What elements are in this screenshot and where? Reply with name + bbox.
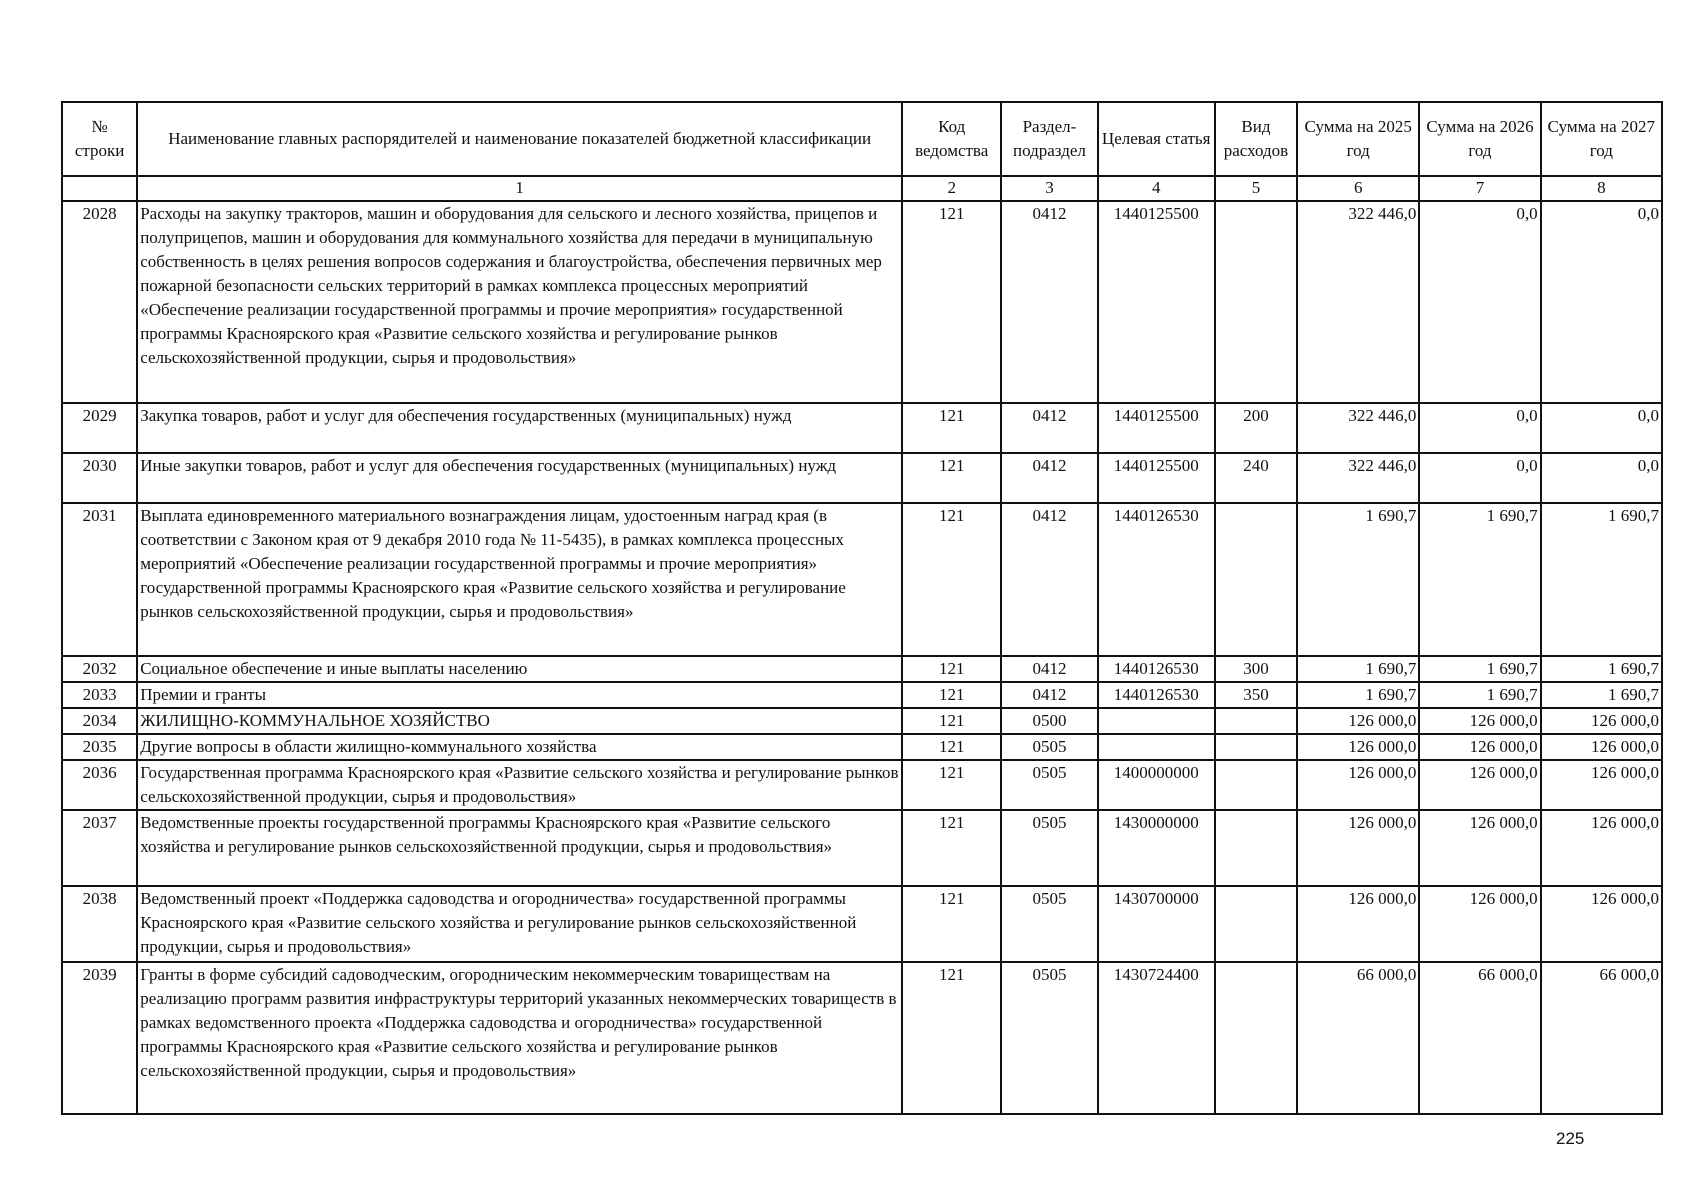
sum-2025: 126 000,0 bbox=[1297, 810, 1419, 886]
target-code: 1440125500 bbox=[1098, 403, 1215, 453]
dept-code: 121 bbox=[902, 962, 1001, 1114]
sum-2027: 126 000,0 bbox=[1541, 886, 1662, 962]
sum-2025: 126 000,0 bbox=[1297, 760, 1419, 810]
expense-type bbox=[1215, 886, 1297, 962]
dept-code: 121 bbox=[902, 734, 1001, 760]
table-row bbox=[62, 453, 1662, 503]
sum-2027: 126 000,0 bbox=[1541, 734, 1662, 760]
sum-2026: 0,0 bbox=[1419, 403, 1540, 453]
table-row bbox=[62, 886, 1662, 962]
target-code: 1440126530 bbox=[1098, 656, 1215, 682]
section-code: 0412 bbox=[1001, 453, 1097, 503]
sum-2025: 1 690,7 bbox=[1297, 682, 1419, 708]
sum-2027: 126 000,0 bbox=[1541, 810, 1662, 886]
header-section: Раздел-подраздел bbox=[1001, 102, 1097, 176]
row-name: Выплата единовременного материального вознаграждения лицам, удостоенным наград края (в соответствии с Законом края от 9 декабря 2010 года № 11-5435), в рамках комплекса процессных мероприятий «Обеспечение реализации государственной программы и прочие мероприятия» государственной программы Красноярского края «Развитие сельского хозяйства и регулирование рынков сельскохозяйственной продукции, сырья и продовольствия» bbox=[137, 503, 902, 656]
section-code: 0412 bbox=[1001, 656, 1097, 682]
dept-code: 121 bbox=[902, 760, 1001, 810]
sum-2025: 1 690,7 bbox=[1297, 656, 1419, 682]
table-row bbox=[62, 734, 1662, 760]
header-sum-2025: Сумма на 2025 год bbox=[1297, 102, 1419, 176]
header-target: Целевая статья bbox=[1098, 102, 1215, 176]
row-number: 2033 bbox=[62, 682, 137, 708]
table-row bbox=[62, 962, 1662, 1114]
row-name: Ведомственные проекты государственной программы Красноярского края «Развитие сельского хозяйства и регулирование рынков сельскохозяйственной продукции, сырья и продовольствия» bbox=[137, 810, 902, 886]
column-number: 2 bbox=[902, 176, 1001, 201]
expense-type bbox=[1215, 734, 1297, 760]
sum-2026: 1 690,7 bbox=[1419, 503, 1540, 656]
section-code: 0500 bbox=[1001, 708, 1097, 734]
sum-2026: 66 000,0 bbox=[1419, 962, 1540, 1114]
sum-2025: 322 446,0 bbox=[1297, 201, 1419, 403]
expense-type bbox=[1215, 810, 1297, 886]
sum-2025: 322 446,0 bbox=[1297, 453, 1419, 503]
header-row bbox=[62, 102, 1662, 176]
sum-2026: 0,0 bbox=[1419, 453, 1540, 503]
sum-2026: 1 690,7 bbox=[1419, 682, 1540, 708]
row-number: 2037 bbox=[62, 810, 137, 886]
header-row-no: № строки bbox=[62, 102, 137, 176]
dept-code: 121 bbox=[902, 682, 1001, 708]
sum-2025: 126 000,0 bbox=[1297, 886, 1419, 962]
target-code bbox=[1098, 708, 1215, 734]
target-code: 1440126530 bbox=[1098, 682, 1215, 708]
dept-code: 121 bbox=[902, 656, 1001, 682]
target-code bbox=[1098, 734, 1215, 760]
sum-2026: 126 000,0 bbox=[1419, 734, 1540, 760]
row-name: Государственная программа Красноярского края «Развитие сельского хозяйства и регулирование рынков сельскохозяйственной продукции, сырья и продовольствия» bbox=[137, 760, 902, 810]
row-name: Гранты в форме субсидий садоводческим, огородническим некоммерческим товариществам на реализацию программ развития инфраструктуры территорий указанных некоммерческих товариществ в рамках ведомственного проекта «Поддержка садоводства и огородничества» государственной программы Красноярского края «Развитие сельского хозяйства и регулирование рынков сельскохозяйственной продукции, сырья и продовольствия» bbox=[137, 962, 902, 1114]
row-name: Закупка товаров, работ и услуг для обеспечения государственных (муниципальных) нужд bbox=[137, 403, 902, 453]
target-code: 1430724400 bbox=[1098, 962, 1215, 1114]
column-number: 1 bbox=[137, 176, 902, 201]
dept-code: 121 bbox=[902, 810, 1001, 886]
table-row bbox=[62, 682, 1662, 708]
row-name: Ведомственный проект «Поддержка садоводства и огородничества» государственной программы Красноярского края «Развитие сельского хозяйства и регулирование рынков сельскохозяйственной продукции, сырья и продовольствия» bbox=[137, 886, 902, 962]
header-dept-code: Код ведомства bbox=[902, 102, 1001, 176]
sum-2026: 126 000,0 bbox=[1419, 886, 1540, 962]
table-row bbox=[62, 201, 1662, 403]
section-code: 0412 bbox=[1001, 682, 1097, 708]
sum-2025: 322 446,0 bbox=[1297, 403, 1419, 453]
target-code: 1440125500 bbox=[1098, 201, 1215, 403]
sum-2026: 126 000,0 bbox=[1419, 810, 1540, 886]
section-code: 0505 bbox=[1001, 734, 1097, 760]
section-code: 0505 bbox=[1001, 810, 1097, 886]
row-name: Иные закупки товаров, работ и услуг для обеспечения государственных (муниципальных) нужд bbox=[137, 453, 902, 503]
dept-code: 121 bbox=[902, 201, 1001, 403]
section-code: 0505 bbox=[1001, 886, 1097, 962]
header-name: Наименование главных распорядителей и наименование показателей бюджетной классификации bbox=[137, 102, 902, 176]
expense-type: 300 bbox=[1215, 656, 1297, 682]
section-code: 0412 bbox=[1001, 503, 1097, 656]
dept-code: 121 bbox=[902, 503, 1001, 656]
sum-2026: 0,0 bbox=[1419, 201, 1540, 403]
sum-2027: 1 690,7 bbox=[1541, 503, 1662, 656]
target-code: 1400000000 bbox=[1098, 760, 1215, 810]
column-number: 5 bbox=[1215, 176, 1297, 201]
column-number: 8 bbox=[1541, 176, 1662, 201]
sum-2025: 1 690,7 bbox=[1297, 503, 1419, 656]
section-code: 0412 bbox=[1001, 403, 1097, 453]
section-code: 0505 bbox=[1001, 760, 1097, 810]
sum-2027: 1 690,7 bbox=[1541, 656, 1662, 682]
column-number: 3 bbox=[1001, 176, 1097, 201]
row-number: 2028 bbox=[62, 201, 137, 403]
column-number: 6 bbox=[1297, 176, 1419, 201]
expense-type bbox=[1215, 708, 1297, 734]
sum-2025: 66 000,0 bbox=[1297, 962, 1419, 1114]
table-row bbox=[62, 656, 1662, 682]
sum-2027: 126 000,0 bbox=[1541, 708, 1662, 734]
expense-type: 240 bbox=[1215, 453, 1297, 503]
dept-code: 121 bbox=[902, 403, 1001, 453]
target-code: 1430700000 bbox=[1098, 886, 1215, 962]
row-name: ЖИЛИЩНО-КОММУНАЛЬНОЕ ХОЗЯЙСТВО bbox=[137, 708, 902, 734]
sum-2025: 126 000,0 bbox=[1297, 734, 1419, 760]
row-number: 2038 bbox=[62, 886, 137, 962]
row-number: 2029 bbox=[62, 403, 137, 453]
table-row bbox=[62, 810, 1662, 886]
column-number: 4 bbox=[1098, 176, 1215, 201]
expense-type bbox=[1215, 760, 1297, 810]
column-numbers-row bbox=[62, 176, 1662, 201]
header-expense-type: Вид расходов bbox=[1215, 102, 1297, 176]
header-sum-2026: Сумма на 2026 год bbox=[1419, 102, 1540, 176]
sum-2026: 126 000,0 bbox=[1419, 760, 1540, 810]
dept-code: 121 bbox=[902, 453, 1001, 503]
sum-2027: 0,0 bbox=[1541, 201, 1662, 403]
sum-2026: 126 000,0 bbox=[1419, 708, 1540, 734]
dept-code: 121 bbox=[902, 708, 1001, 734]
sum-2026: 1 690,7 bbox=[1419, 656, 1540, 682]
table-row bbox=[62, 503, 1662, 656]
target-code: 1440125500 bbox=[1098, 453, 1215, 503]
page-number: 225 bbox=[1556, 1129, 1585, 1148]
budget-table bbox=[61, 101, 1663, 1115]
target-code: 1440126530 bbox=[1098, 503, 1215, 656]
row-name: Расходы на закупку тракторов, машин и оборудования для сельского и лесного хозяйства, прицепов и полуприцепов, машин и оборудования для коммунального хозяйства для передачи в муниципальную собственность в целях решения вопросов содержания и благоустройства, обеспечения первичных мер пожарной безопасности сельских территорий в рамках комплекса процессных мероприятий «Обеспечение реализации государственной программы и прочие мероприятия» государственной программы Красноярского края «Развитие сельского хозяйства и регулирование рынков сельскохозяйственной продукции, сырья и продовольствия» bbox=[137, 201, 902, 403]
row-number: 2032 bbox=[62, 656, 137, 682]
row-number: 2031 bbox=[62, 503, 137, 656]
sum-2027: 66 000,0 bbox=[1541, 962, 1662, 1114]
header-sum-2027: Сумма на 2027 год bbox=[1541, 102, 1662, 176]
row-number: 2034 bbox=[62, 708, 137, 734]
row-name: Премии и гранты bbox=[137, 682, 902, 708]
row-number: 2036 bbox=[62, 760, 137, 810]
row-number: 2030 bbox=[62, 453, 137, 503]
expense-type bbox=[1215, 503, 1297, 656]
expense-type: 350 bbox=[1215, 682, 1297, 708]
row-number: 2035 bbox=[62, 734, 137, 760]
section-code: 0412 bbox=[1001, 201, 1097, 403]
table-row bbox=[62, 760, 1662, 810]
column-number bbox=[62, 176, 137, 201]
expense-type bbox=[1215, 201, 1297, 403]
section-code: 0505 bbox=[1001, 962, 1097, 1114]
target-code: 1430000000 bbox=[1098, 810, 1215, 886]
row-name: Социальное обеспечение и иные выплаты населению bbox=[137, 656, 902, 682]
sum-2027: 1 690,7 bbox=[1541, 682, 1662, 708]
table-row bbox=[62, 708, 1662, 734]
table-row bbox=[62, 403, 1662, 453]
sum-2027: 126 000,0 bbox=[1541, 760, 1662, 810]
row-name: Другие вопросы в области жилищно-коммунального хозяйства bbox=[137, 734, 902, 760]
expense-type bbox=[1215, 962, 1297, 1114]
sum-2027: 0,0 bbox=[1541, 403, 1662, 453]
column-number: 7 bbox=[1419, 176, 1540, 201]
row-number: 2039 bbox=[62, 962, 137, 1114]
sum-2027: 0,0 bbox=[1541, 453, 1662, 503]
dept-code: 121 bbox=[902, 886, 1001, 962]
sum-2025: 126 000,0 bbox=[1297, 708, 1419, 734]
expense-type: 200 bbox=[1215, 403, 1297, 453]
